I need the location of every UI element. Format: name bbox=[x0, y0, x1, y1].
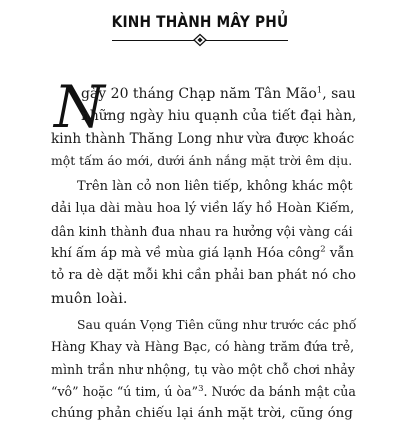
chapter-body-text bbox=[51, 83, 356, 425]
paragraph-1-line-2: những ngày hiu quạnh của tiết đại hàn, bbox=[81, 108, 357, 125]
paragraph-2-line-1: Trên làn cỏ non liên tiếp, không khác một bbox=[77, 179, 353, 195]
paragraph-3-line-2: Hàng Khay và Hàng Bạc, có hàng trăm đứa trẻ, bbox=[51, 339, 355, 355]
chapter-title: KINH THÀNH MÂY PHỦ bbox=[111, 12, 289, 31]
diamond-ornament-icon bbox=[193, 34, 207, 46]
paragraph-2-line-3: dân kinh thành đua nhau ra hưởng vội vàng cái bbox=[51, 223, 353, 239]
paragraph-1-line-4: một tấm áo mới, dưới ánh nắng mặt trời êm dịu. bbox=[51, 152, 353, 168]
paragraph-3-line-3: mình trần như nhộng, tụ vào một chỗ chơi nhảy bbox=[51, 361, 355, 377]
paragraph-2-line-5: tỏ ra dè dặt mỗi khi cần phải ban phát nó cho bbox=[51, 268, 356, 284]
footnote-mark: 1 bbox=[316, 85, 323, 96]
footnote-mark: 2 bbox=[320, 244, 326, 255]
paragraph-3-line-1: Sau quán Vọng Tiên cũng như trước các phố bbox=[77, 316, 357, 332]
drop-cap-letter: N bbox=[54, 73, 105, 141]
paragraph-1-line-3: kinh thành Thăng Long như vừa được khoác bbox=[51, 130, 355, 147]
paragraph-2-line-6: muôn loài. bbox=[51, 290, 128, 307]
paragraph-3-line-5: chúng phản chiếu lại ánh mặt trời, cũng óng bbox=[51, 406, 353, 422]
paragraph-1-line-1: gày 20 tháng Chạp năm Tân Mão$^1$, sau bbox=[81, 85, 356, 102]
paragraph-2-line-2: dải lụa dài màu hoa lý viền lấy hồ Hoàn Kiếm, bbox=[51, 201, 355, 217]
paragraph-3-line-4: “vô” hoặc “ú tim, ú òa”$^3$. Nước da bánh mật của bbox=[51, 383, 356, 399]
paragraph-2-line-4: khí ấm áp mà về mùa giá lạnh Hóa công$^2$ vẫn bbox=[51, 244, 354, 262]
footnote-mark: 3 bbox=[198, 383, 204, 394]
